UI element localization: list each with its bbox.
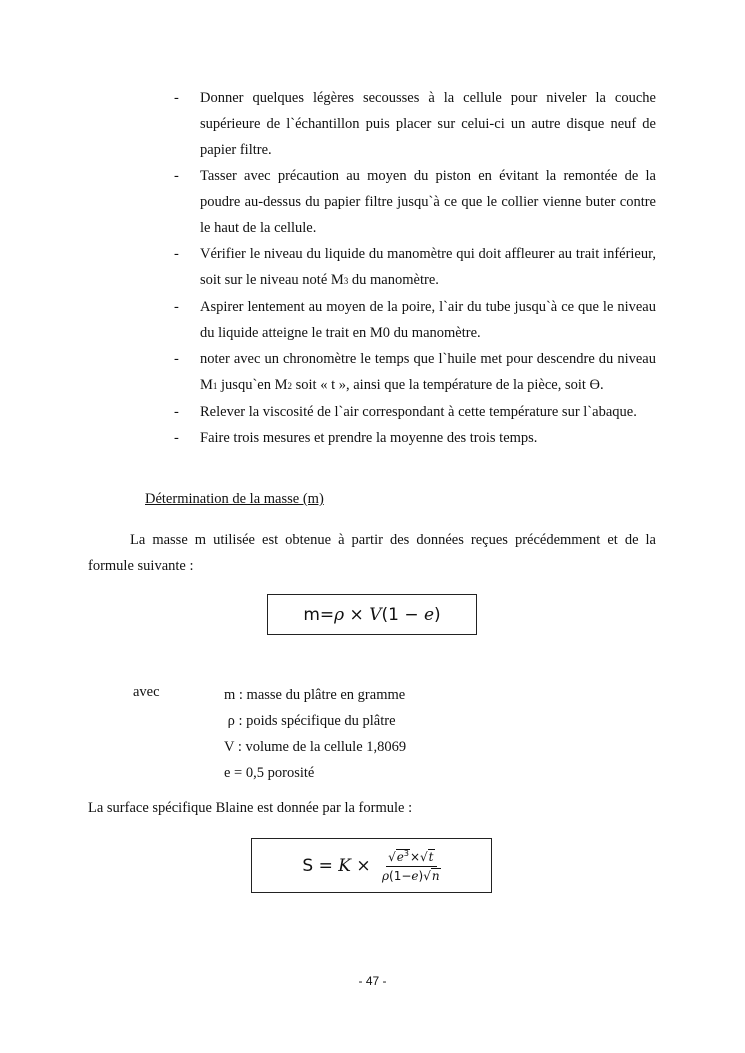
list-item: - noter avec un chronomètre le temps que l`huile met pour descendre du niveau M1 jusqu`en M2 soit « t », ainsi que la température de la pièce, soit Ɵ. bbox=[174, 351, 656, 393]
definition-item: m : masse du plâtre en gramme bbox=[224, 687, 406, 703]
list-item: - Relever la viscosité de l`air correspondant à cette température sur l`abaque. bbox=[174, 404, 637, 420]
list-item: - Tasser avec précaution au moyen du piston en évitant la remontée de la poudre au-dessus du papier filtre jusqu`à ce que le collier vienne buter contre le haut de la cellule. bbox=[174, 168, 656, 236]
mass-formula: m= ρ × V (1 − e ) bbox=[267, 594, 477, 635]
fraction bbox=[382, 849, 441, 883]
body-paragraph: La masse m utilisée est obtenue à partir des données reçues précédemment et de la formule suivante : bbox=[88, 532, 656, 574]
list-item: - Aspirer lentement au moyen de la poire, l`air du tube jusqu`à ce que le niveau du liquide atteigne le trait en M0 du manomètre. bbox=[174, 299, 656, 341]
page-number: - 47 - bbox=[358, 974, 387, 988]
definition-item: V : volume de la cellule 1,8069 bbox=[224, 739, 407, 755]
section-heading: Détermination de la masse (m) bbox=[145, 491, 324, 507]
list-item: - Donner quelques légères secousses à la cellule pour niveler la couche supérieure de l`échantillon puis placer sur celui-ci un autre disque neuf de papier filtre. bbox=[174, 90, 656, 158]
definition-item: e = 0,5 porosité bbox=[224, 765, 315, 781]
sqrt-symbol: $√e^3$ bbox=[388, 848, 409, 864]
sqrt-symbol: √t bbox=[420, 849, 434, 864]
definition-item: ρ : poids spécifique du plâtre bbox=[224, 713, 396, 729]
blaine-formula: S = K × $\frac{√e^3\times√t}{\rho(1-e)√n}$ bbox=[251, 838, 492, 893]
avec-label: avec bbox=[133, 684, 160, 700]
numerator: $√e^3\times√t$ bbox=[386, 849, 436, 867]
list-item: - Faire trois mesures et prendre la moyenne des trois temps. bbox=[174, 430, 538, 446]
procedure-list bbox=[174, 85, 656, 451]
sqrt-symbol: √n bbox=[423, 868, 440, 883]
denominator: ρ(1−e)√n bbox=[381, 868, 440, 883]
blaine-text: La surface spécifique Blaine est donnée par la formule : bbox=[88, 800, 413, 816]
variable-definitions bbox=[224, 682, 406, 786]
list-item: - Vérifier le niveau du liquide du manomètre qui doit affleurer au trait inférieur, soit sur le niveau noté M3 du manomètre. bbox=[174, 246, 656, 288]
